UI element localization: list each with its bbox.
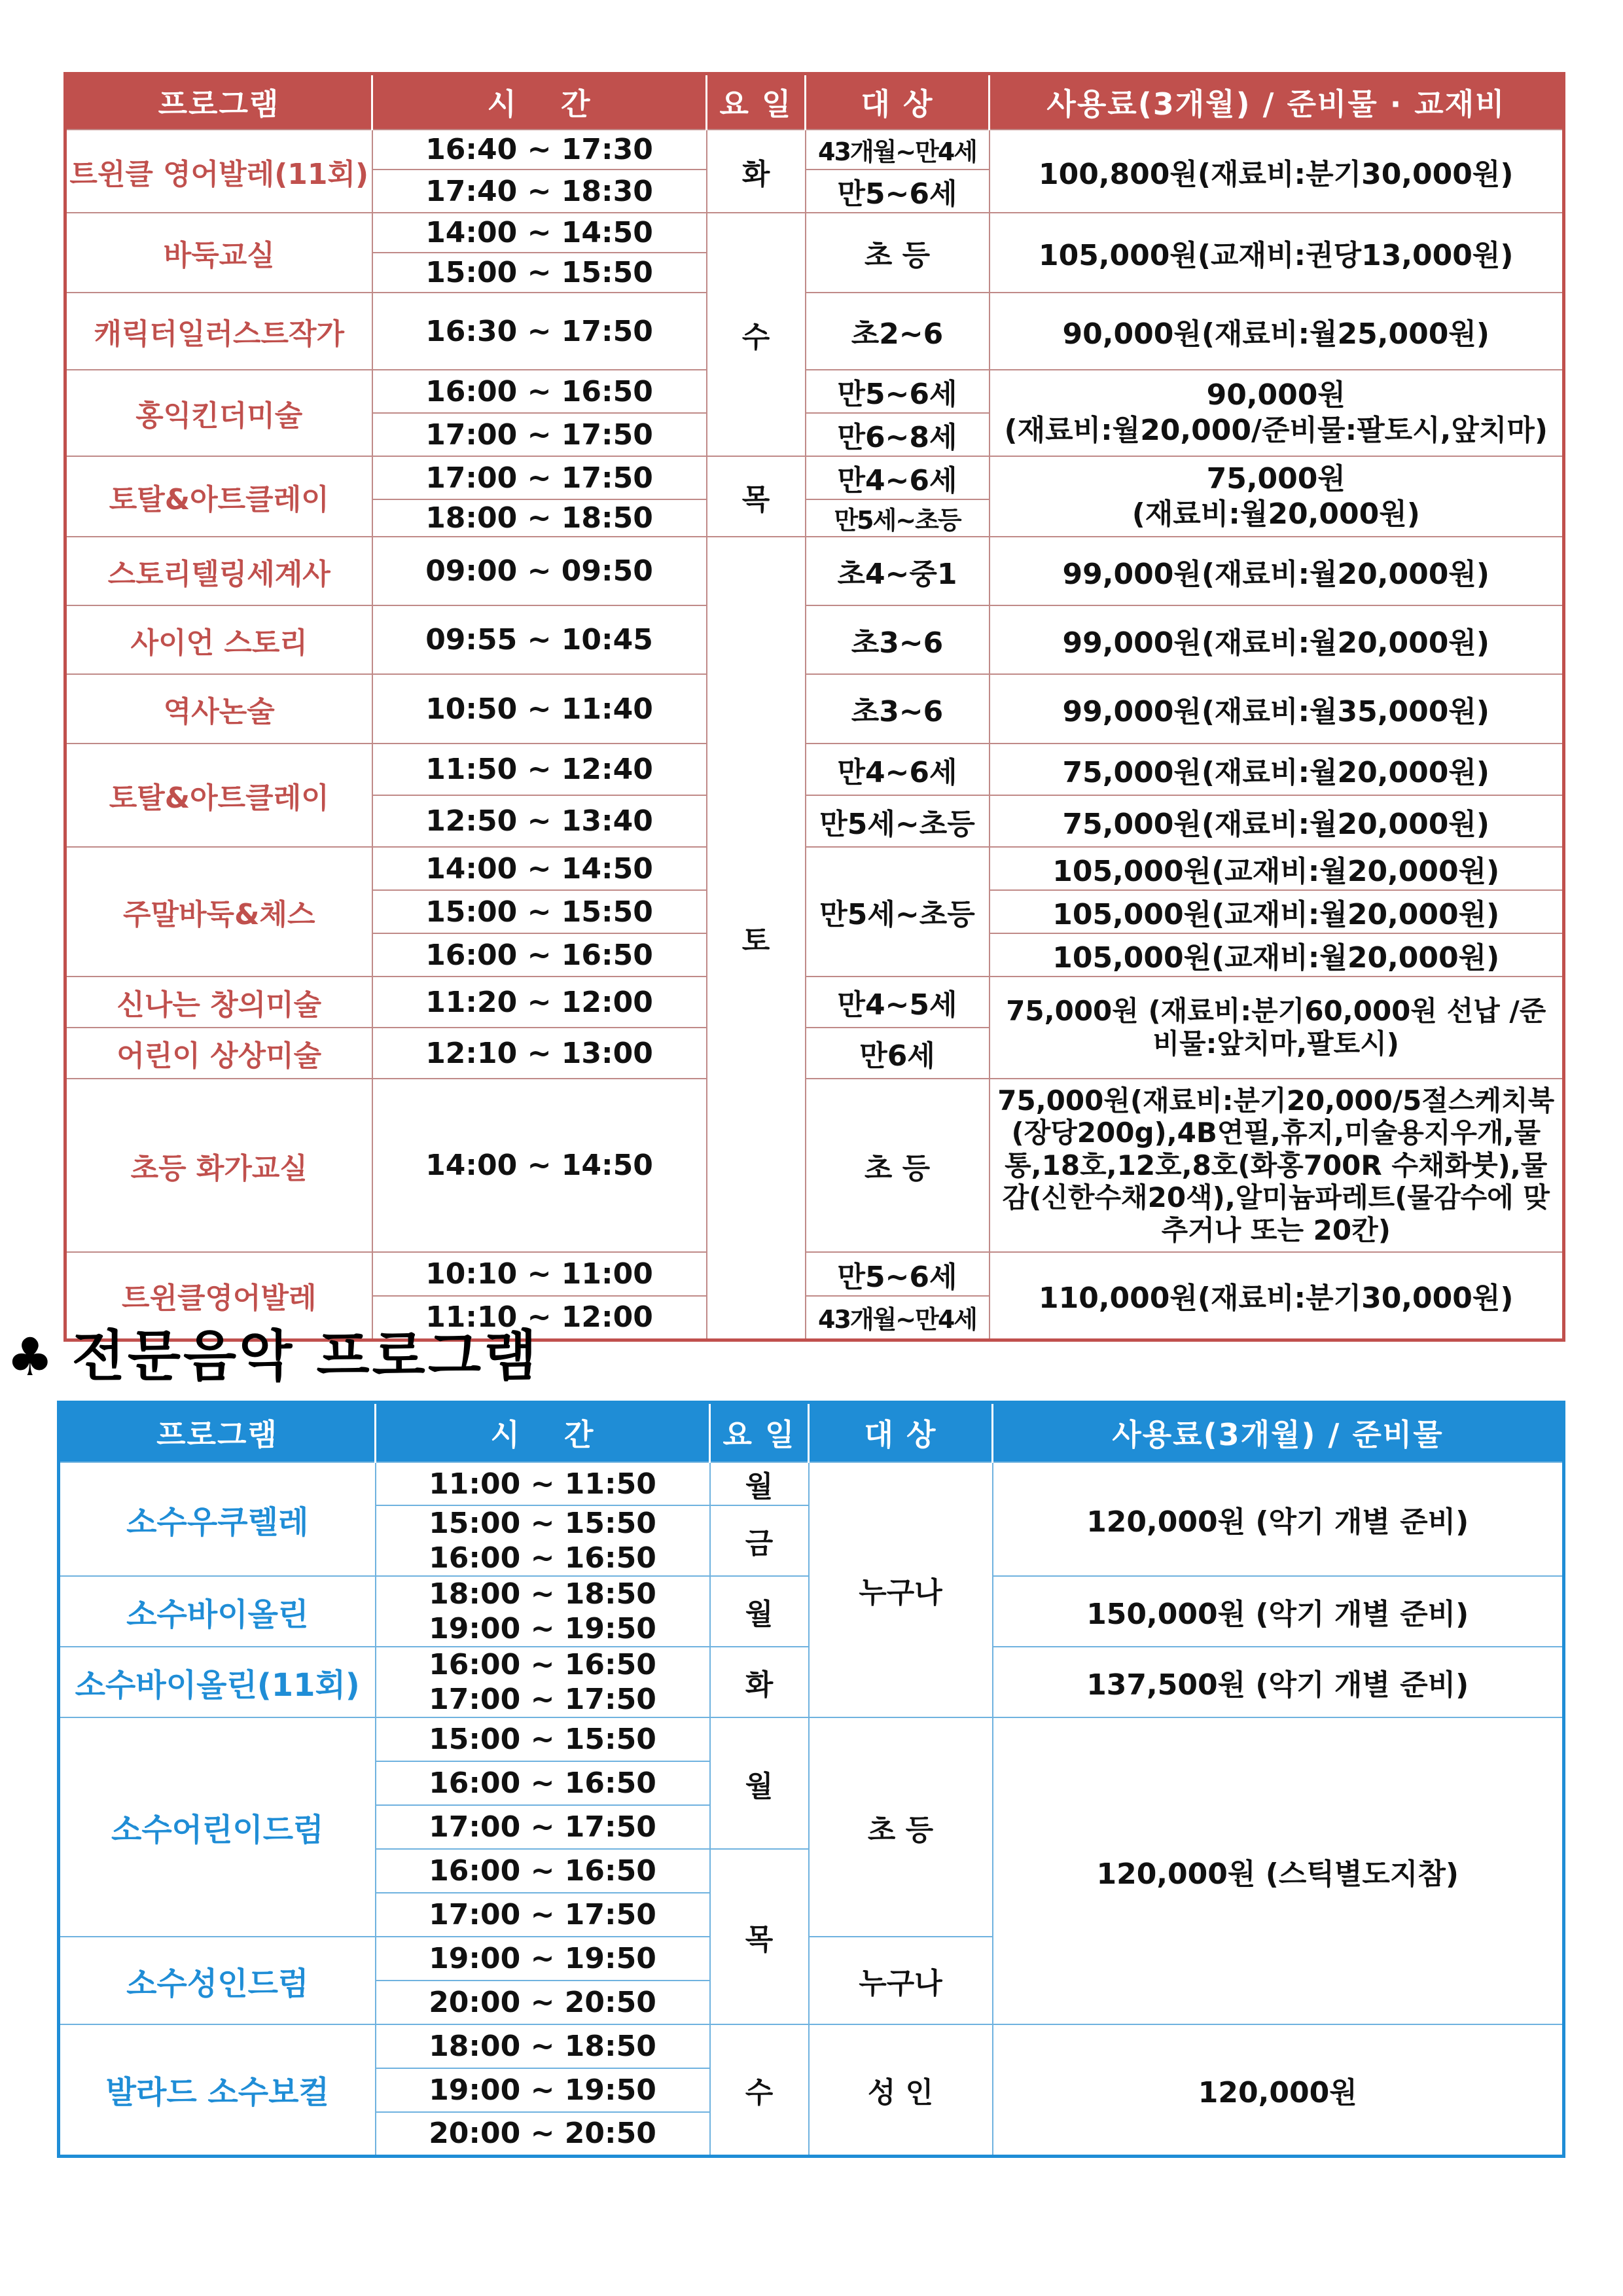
fee-line: 75,000원 xyxy=(1206,461,1346,495)
fee-cell: 105,000원(교재비:권당13,000원) xyxy=(990,213,1564,293)
program-name: 소수우쿠렐레 xyxy=(59,1462,376,1576)
club-icon: ♣ xyxy=(7,1327,56,1388)
time-cell: 17:00 ~ 17:50 xyxy=(376,1893,710,1937)
day-cell: 월 xyxy=(710,1576,809,1647)
table-row xyxy=(65,537,1564,605)
day-cell: 금 xyxy=(710,1505,809,1576)
table-row xyxy=(65,1079,1564,1252)
fee-cell: 137,500원 (악기 개별 준비) xyxy=(993,1647,1564,1717)
target-cell: 초4~중1 xyxy=(806,537,990,605)
time-cell: 12:10 ~ 13:00 xyxy=(372,1028,707,1079)
program-name: 홍익킨더미술 xyxy=(65,370,372,456)
header-target: 대 상 xyxy=(809,1403,993,1463)
time-cell: 15:00 ~ 15:50 xyxy=(376,1505,710,1541)
header-day: 요 일 xyxy=(710,1403,809,1463)
time-cell: 17:40 ~ 18:30 xyxy=(372,170,707,213)
fee-cell: 75,000원 (재료비:분기60,000원 선납 /준비물:앞치마,팔토시) xyxy=(990,977,1564,1079)
table-row xyxy=(59,1462,1564,1505)
target-cell: 만4~5세 xyxy=(806,977,990,1028)
time-cell: 17:00 ~ 17:50 xyxy=(372,413,707,456)
time-cell: 17:00 ~ 17:50 xyxy=(376,1682,710,1717)
target-cell: 초 등 xyxy=(806,1079,990,1252)
table-row xyxy=(65,370,1564,413)
target-cell: 만4~6세 xyxy=(806,744,990,795)
target-cell: 만6세 xyxy=(806,1028,990,1079)
program-name: 소수바이올린 xyxy=(59,1576,376,1647)
time-cell: 11:10 ~ 12:00 xyxy=(372,1296,707,1340)
music-program-table xyxy=(57,1401,1565,2158)
program-name: 바둑교실 xyxy=(65,213,372,293)
time-cell: 11:20 ~ 12:00 xyxy=(372,977,707,1028)
fee-cell: 75,000원(재료비:월20,000원) xyxy=(990,744,1564,795)
target-cell: 초2~6 xyxy=(806,293,990,370)
time-cell: 16:00 ~ 16:50 xyxy=(376,1849,710,1893)
fee-cell: 99,000원(재료비:월20,000원) xyxy=(990,537,1564,605)
program-name: 트윈클영어발레 xyxy=(65,1252,372,1340)
program-name: 토탈&아트클레이 xyxy=(65,744,372,847)
time-cell: 14:00 ~ 14:50 xyxy=(372,847,707,890)
time-cell: 16:00 ~ 16:50 xyxy=(376,1647,710,1682)
fee-cell: 105,000원(교재비:월20,000원) xyxy=(990,847,1564,890)
time-cell: 15:00 ~ 15:50 xyxy=(372,253,707,293)
program-name: 캐릭터일러스트작가 xyxy=(65,293,372,370)
table-row xyxy=(59,2024,1564,2068)
fee-cell: 120,000원 (악기 개별 준비) xyxy=(993,1462,1564,1576)
table-row xyxy=(65,293,1564,370)
target-cell: 성 인 xyxy=(809,2024,993,2156)
time-cell: 12:50 ~ 13:40 xyxy=(372,795,707,847)
time-cell: 16:00 ~ 16:50 xyxy=(376,1761,710,1805)
header-program: 프로그램 xyxy=(65,74,372,130)
time-cell: 16:30 ~ 17:50 xyxy=(372,293,707,370)
program-name: 스토리텔링세계사 xyxy=(65,537,372,605)
section-title xyxy=(7,1312,539,1391)
program-name: 발라드 소수보컬 xyxy=(59,2024,376,2156)
time-cell: 19:00 ~ 19:50 xyxy=(376,2068,710,2112)
time-cell: 15:00 ~ 15:50 xyxy=(372,890,707,933)
fee-cell: 150,000원 (악기 개별 준비) xyxy=(993,1576,1564,1647)
fee-cell: 99,000원(재료비:월35,000원) xyxy=(990,674,1564,744)
program-name: 소수바이올린(11회) xyxy=(59,1647,376,1717)
fee-line: (재료비:월20,000/준비물:팔토시,앞치마) xyxy=(1004,414,1548,447)
time-cell: 16:00 ~ 16:50 xyxy=(372,933,707,977)
time-cell: 09:00 ~ 09:50 xyxy=(372,537,707,605)
day-cell: 수 xyxy=(710,2024,809,2156)
table-row xyxy=(65,456,1564,499)
header-fee: 사용료(3개월) / 준비물 · 교재비 xyxy=(990,74,1564,130)
time-cell: 16:00 ~ 16:50 xyxy=(376,1541,710,1576)
target-cell: 만4~6세 xyxy=(806,456,990,499)
time-cell: 18:00 ~ 18:50 xyxy=(376,2024,710,2068)
fee-line: (재료비:월20,000원) xyxy=(1132,497,1420,531)
program-name: 소수성인드럼 xyxy=(59,1937,376,2024)
table-row xyxy=(65,605,1564,674)
table-row xyxy=(65,1252,1564,1296)
fee-cell: 110,000원(재료비:분기30,000원) xyxy=(990,1252,1564,1340)
time-cell: 14:00 ~ 14:50 xyxy=(372,1079,707,1252)
program-name: 트윈클 영어발레(11회) xyxy=(65,130,372,213)
day-cell: 수 xyxy=(707,213,806,456)
day-cell: 화 xyxy=(707,130,806,213)
header-target: 대 상 xyxy=(806,74,990,130)
table-row xyxy=(65,977,1564,1028)
fee-cell: 105,000원(교재비:월20,000원) xyxy=(990,933,1564,977)
time-cell: 18:00 ~ 18:50 xyxy=(376,1576,710,1611)
day-cell: 목 xyxy=(707,456,806,537)
target-cell: 43개월~만4세 xyxy=(806,130,990,170)
target-cell: 초 등 xyxy=(806,213,990,293)
target-cell: 누구나 xyxy=(809,1462,993,1717)
day-cell: 월 xyxy=(710,1717,809,1849)
day-cell: 토 xyxy=(707,537,806,1340)
table-header-row xyxy=(59,1403,1564,1463)
day-cell: 월 xyxy=(710,1462,809,1505)
target-cell: 만5세~초등 xyxy=(806,499,990,537)
program-name: 초등 화가교실 xyxy=(65,1079,372,1252)
time-cell: 16:00 ~ 16:50 xyxy=(372,370,707,413)
time-cell: 11:50 ~ 12:40 xyxy=(372,744,707,795)
time-cell: 11:00 ~ 11:50 xyxy=(376,1462,710,1505)
time-cell: 19:00 ~ 19:50 xyxy=(376,1937,710,1981)
time-cell: 20:00 ~ 20:50 xyxy=(376,1981,710,2024)
table-row xyxy=(65,213,1564,253)
program-name: 어린이 상상미술 xyxy=(65,1028,372,1079)
fee-line: 90,000원 xyxy=(1206,378,1346,412)
time-cell: 17:00 ~ 17:50 xyxy=(372,456,707,499)
time-cell: 16:40 ~ 17:30 xyxy=(372,130,707,170)
program-name: 신나는 창의미술 xyxy=(65,977,372,1028)
table-row xyxy=(65,847,1564,890)
header-fee: 사용료(3개월) / 준비물 xyxy=(993,1403,1564,1463)
time-cell: 20:00 ~ 20:50 xyxy=(376,2112,710,2156)
fee-cell xyxy=(990,370,1564,456)
target-cell: 만5세~초등 xyxy=(806,795,990,847)
fee-cell: 90,000원(재료비:월25,000원) xyxy=(990,293,1564,370)
header-program: 프로그램 xyxy=(59,1403,376,1463)
target-cell: 만6~8세 xyxy=(806,413,990,456)
day-cell: 목 xyxy=(710,1849,809,2024)
table-row xyxy=(65,130,1564,170)
fee-cell: 99,000원(재료비:월20,000원) xyxy=(990,605,1564,674)
target-cell: 초3~6 xyxy=(806,605,990,674)
target-cell: 43개월~만4세 xyxy=(806,1296,990,1340)
program-name: 소수어린이드럼 xyxy=(59,1717,376,1937)
table-row xyxy=(59,1717,1564,1761)
program-name: 주말바둑&체스 xyxy=(65,847,372,977)
table-header-row xyxy=(65,74,1564,130)
header-time: 시 간 xyxy=(372,74,707,130)
fee-cell: 120,000원 (스틱별도지참) xyxy=(993,1717,1564,2024)
program-name: 사이언 스토리 xyxy=(65,605,372,674)
target-cell: 누구나 xyxy=(809,1937,993,2024)
target-cell: 초3~6 xyxy=(806,674,990,744)
header-time: 시 간 xyxy=(376,1403,710,1463)
art-program-table xyxy=(63,72,1565,1342)
time-cell: 14:00 ~ 14:50 xyxy=(372,213,707,253)
program-name: 토탈&아트클레이 xyxy=(65,456,372,537)
time-cell: 18:00 ~ 18:50 xyxy=(372,499,707,537)
target-cell: 만5~6세 xyxy=(806,170,990,213)
fee-cell: 120,000원 xyxy=(993,2024,1564,2156)
target-cell: 초 등 xyxy=(809,1717,993,1937)
day-cell: 화 xyxy=(710,1647,809,1717)
program-name: 역사논술 xyxy=(65,674,372,744)
fee-cell: 100,800원(재료비:분기30,000원) xyxy=(990,130,1564,213)
time-cell: 09:55 ~ 10:45 xyxy=(372,605,707,674)
fee-cell: 75,000원(재료비:분기20,000/5절스케치북(장당200g),4B연필,휴지,미술용지우개,물통,18호,12호,8호(화홍700R 수채화붓),물감(신한수채20색),알미늄파레트(물감수에 맞추거나 또는 20칸) xyxy=(990,1079,1564,1252)
time-cell: 19:00 ~ 19:50 xyxy=(376,1611,710,1647)
target-cell: 만5~6세 xyxy=(806,370,990,413)
target-cell: 만5~6세 xyxy=(806,1252,990,1296)
fee-cell: 75,000원(재료비:월20,000원) xyxy=(990,795,1564,847)
table-row xyxy=(65,744,1564,795)
fee-cell: 105,000원(교재비:월20,000원) xyxy=(990,890,1564,933)
time-cell: 17:00 ~ 17:50 xyxy=(376,1805,710,1849)
target-cell: 만5세~초등 xyxy=(806,847,990,977)
fee-cell xyxy=(990,456,1564,537)
table-row xyxy=(65,674,1564,744)
time-cell: 10:10 ~ 11:00 xyxy=(372,1252,707,1296)
header-day: 요 일 xyxy=(707,74,806,130)
time-cell: 15:00 ~ 15:50 xyxy=(376,1717,710,1761)
time-cell: 10:50 ~ 11:40 xyxy=(372,674,707,744)
section-title-text: 전문음악 프로그램 xyxy=(71,1324,540,1388)
